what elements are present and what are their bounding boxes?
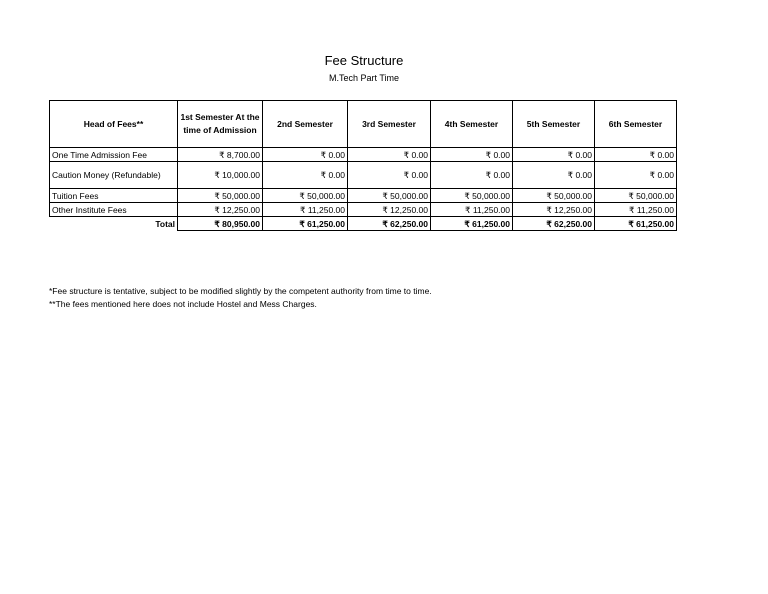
table-cell: ₹ 11,250.00	[431, 203, 513, 217]
column-header: 6th Semester	[595, 101, 677, 148]
total-row	[50, 217, 677, 231]
row-label: Other Institute Fees	[50, 203, 178, 217]
table-cell: ₹ 11,250.00	[263, 203, 348, 217]
table-cell: ₹ 0.00	[595, 162, 677, 189]
page-title: Fee Structure	[324, 53, 404, 68]
total-cell: ₹ 62,250.00	[513, 217, 595, 231]
table-cell: ₹ 12,250.00	[513, 203, 595, 217]
table-cell: ₹ 50,000.00	[263, 189, 348, 203]
column-header: 2nd Semester	[263, 101, 348, 148]
fee-table	[49, 100, 677, 231]
table-cell: ₹ 0.00	[263, 148, 348, 162]
table-cell: ₹ 0.00	[595, 148, 677, 162]
table-cell: ₹ 0.00	[348, 162, 431, 189]
total-cell: ₹ 61,250.00	[431, 217, 513, 231]
table-cell: ₹ 10,000.00	[178, 162, 263, 189]
column-header: 3rd Semester	[348, 101, 431, 148]
table-cell: ₹ 0.00	[431, 162, 513, 189]
row-label: Tuition Fees	[50, 189, 178, 203]
row-label: Caution Money (Refundable)	[50, 162, 178, 189]
column-header: Head of Fees**	[50, 101, 178, 148]
table-cell: ₹ 50,000.00	[431, 189, 513, 203]
table-cell: ₹ 8,700.00	[178, 148, 263, 162]
page-subtitle: M.Tech Part Time	[328, 73, 400, 83]
table-cell: ₹ 50,000.00	[348, 189, 431, 203]
table-row	[50, 162, 677, 189]
table-row	[50, 189, 677, 203]
column-header: 1st Semester At the time of Admission	[178, 101, 263, 148]
table-header-row	[50, 101, 677, 148]
table-cell: ₹ 0.00	[263, 162, 348, 189]
total-cell: ₹ 80,950.00	[178, 217, 263, 231]
table-cell: ₹ 12,250.00	[348, 203, 431, 217]
table-cell: ₹ 0.00	[431, 148, 513, 162]
row-label: One Time Admission Fee	[50, 148, 178, 162]
footnote: *Fee structure is tentative, subject to be modified slightly by the competent authority from time to time.	[49, 286, 432, 296]
total-label: Total	[50, 217, 178, 231]
table-cell: ₹ 0.00	[513, 148, 595, 162]
table-cell: ₹ 0.00	[348, 148, 431, 162]
table-cell: ₹ 11,250.00	[595, 203, 677, 217]
table-cell: ₹ 50,000.00	[513, 189, 595, 203]
table-cell: ₹ 50,000.00	[178, 189, 263, 203]
table-cell: ₹ 12,250.00	[178, 203, 263, 217]
footnotes	[49, 285, 432, 311]
total-cell: ₹ 62,250.00	[348, 217, 431, 231]
total-cell: ₹ 61,250.00	[263, 217, 348, 231]
table-row	[50, 203, 677, 217]
footnote: **The fees mentioned here does not include Hostel and Mess Charges.	[49, 299, 317, 309]
column-header: 4th Semester	[431, 101, 513, 148]
table-cell: ₹ 50,000.00	[595, 189, 677, 203]
table-cell: ₹ 0.00	[513, 162, 595, 189]
column-header: 5th Semester	[513, 101, 595, 148]
table-row	[50, 148, 677, 162]
total-cell: ₹ 61,250.00	[595, 217, 677, 231]
